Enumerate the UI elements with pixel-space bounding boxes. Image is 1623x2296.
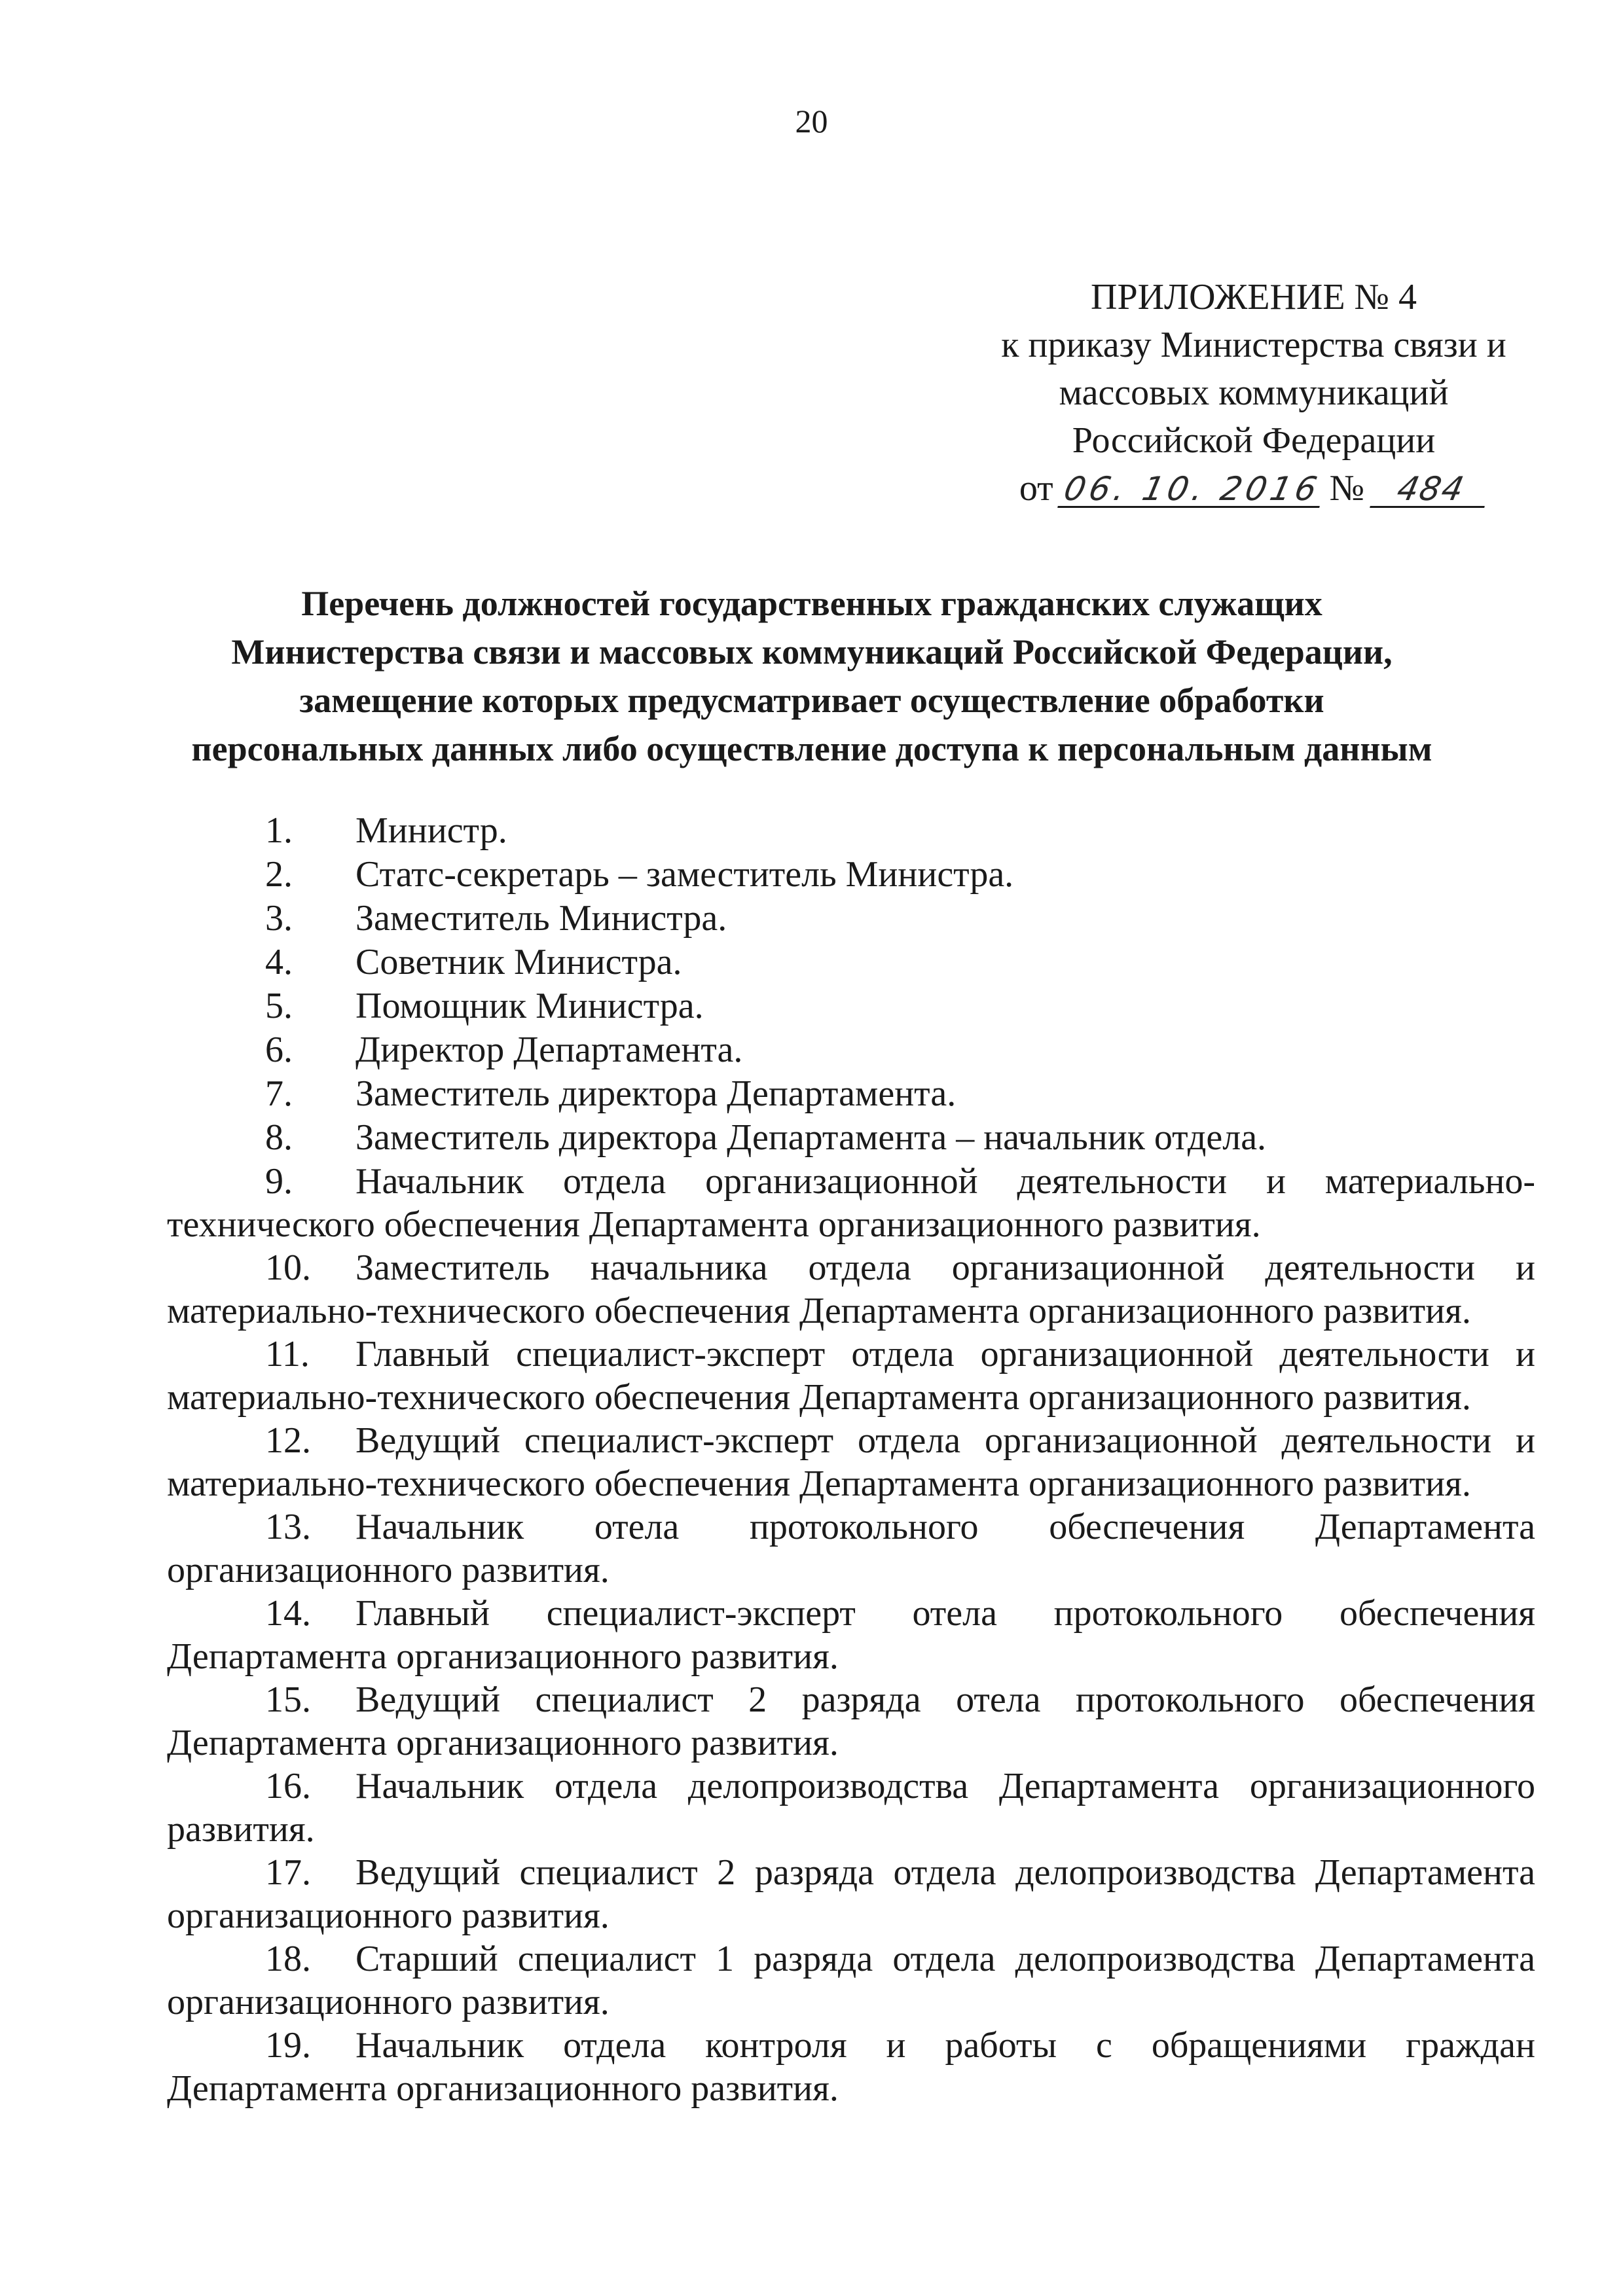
list-item: [167, 1851, 1535, 1937]
list-item: [167, 1765, 1535, 1851]
item-number: 9.: [265, 1161, 293, 1202]
item-number: 4.: [265, 942, 293, 982]
list-item: [167, 1592, 1535, 1678]
item-number: 3.: [265, 898, 293, 939]
number-sign: №: [1329, 468, 1365, 509]
item-text: Ведущий специалист-эксперт отдела организационной деятельности и материально-технического обеспечения Департамента организационного развития.: [167, 1420, 1535, 1504]
handwritten-order-number: 484: [1370, 472, 1492, 508]
title-line-4: персональных данных либо осуществление доступа к персональным данным: [191, 729, 1432, 768]
item-text: Начальник отела протокольного обеспечения Департамента организационного развития.: [167, 1507, 1535, 1590]
list-item: [167, 2024, 1535, 2110]
list-item: [167, 1246, 1535, 1333]
title-line-1: Перечень должностей государственных гражданских служащих: [301, 584, 1322, 623]
item-number: 19.: [265, 2025, 311, 2066]
item-number: 18.: [265, 1939, 311, 1979]
list-item: [167, 1937, 1535, 2024]
item-number: 10.: [265, 1247, 311, 1288]
item-number: 7.: [265, 1073, 293, 1114]
item-number: 12.: [265, 1420, 311, 1461]
list-item: [167, 1160, 1535, 1246]
page-number: 20: [795, 103, 828, 139]
list-item: [167, 1116, 1535, 1160]
item-number: 5.: [265, 986, 293, 1026]
item-number: 15.: [265, 1679, 311, 1720]
item-text: Статс-секретарь – заместитель Министра.: [356, 854, 1014, 895]
appendix-line-1: к приказу Министерства связи и: [1001, 325, 1506, 365]
item-number: 13.: [265, 1507, 311, 1547]
order-date-line: [943, 465, 1565, 512]
handwritten-date: 06. 10. 2016: [1057, 472, 1327, 508]
appendix-block: [943, 274, 1565, 512]
positions-list: [167, 809, 1535, 2110]
list-item: [167, 1678, 1535, 1765]
item-text: Главный специалист-эксперт отела протокольного обеспечения Департамента организационного развития.: [167, 1593, 1535, 1677]
item-text: Главный специалист-эксперт отдела организационной деятельности и материально-технического обеспечения Департамента организационного развития.: [167, 1334, 1535, 1418]
item-text: Ведущий специалист 2 разряда отела протокольного обеспечения Департамента организационного развития.: [167, 1679, 1535, 1763]
item-text: Ведущий специалист 2 разряда отдела делопроизводства Департамента организационного развития.: [167, 1852, 1535, 1936]
list-item: [167, 984, 1535, 1028]
appendix-line-3: Российской Федерации: [1072, 420, 1436, 461]
list-item: [167, 897, 1535, 941]
appendix-line-2: массовых коммуникаций: [1059, 372, 1449, 413]
item-number: 1.: [265, 810, 293, 851]
item-text: Помощник Министра.: [356, 986, 704, 1026]
list-item: [167, 809, 1535, 853]
list-item: [167, 853, 1535, 897]
item-number: 16.: [265, 1766, 311, 1806]
item-text: Советник Министра.: [356, 942, 682, 982]
item-number: 17.: [265, 1852, 311, 1893]
item-text: Начальник отдела контроля и работы с обращениями граждан Департамента организационного развития.: [167, 2025, 1535, 2109]
item-text: Старший специалист 1 разряда отдела делопроизводства Департамента организационного развития.: [167, 1939, 1535, 2022]
title-line-2: Министерства связи и массовых коммуникаций Российской Федерации,: [231, 632, 1393, 672]
item-number: 14.: [265, 1593, 311, 1634]
item-text: Заместитель начальника отдела организационной деятельности и материально-технического обеспечения Департамента организационного развития.: [167, 1247, 1535, 1331]
document-title: [98, 579, 1525, 773]
list-item: [167, 1072, 1535, 1116]
item-text: Начальник отдела делопроизводства Департамента организационного развития.: [167, 1766, 1535, 1850]
list-item: [167, 1419, 1535, 1505]
item-number: 8.: [265, 1117, 293, 1158]
item-number: 2.: [265, 854, 293, 895]
item-number: 11.: [265, 1334, 310, 1374]
appendix-heading: ПРИЛОЖЕНИЕ № 4: [1091, 277, 1417, 317]
date-prefix: от: [1019, 468, 1053, 509]
list-item: [167, 1333, 1535, 1419]
item-text: Начальник отдела организационной деятельности и материально-технического обеспечения Департамента организационного развития.: [167, 1161, 1535, 1245]
item-number: 6.: [265, 1030, 293, 1070]
title-line-3: замещение которых предусматривает осуществление обработки: [299, 681, 1324, 720]
item-text: Директор Департамента.: [356, 1030, 743, 1070]
list-item: [167, 1505, 1535, 1592]
list-item: [167, 1028, 1535, 1072]
item-text: Заместитель директора Департамента.: [356, 1073, 957, 1114]
item-text: Заместитель директора Департамента – начальник отдела.: [356, 1117, 1267, 1158]
list-item: [167, 941, 1535, 984]
item-text: Заместитель Министра.: [356, 898, 727, 939]
item-text: Министр.: [356, 810, 507, 851]
